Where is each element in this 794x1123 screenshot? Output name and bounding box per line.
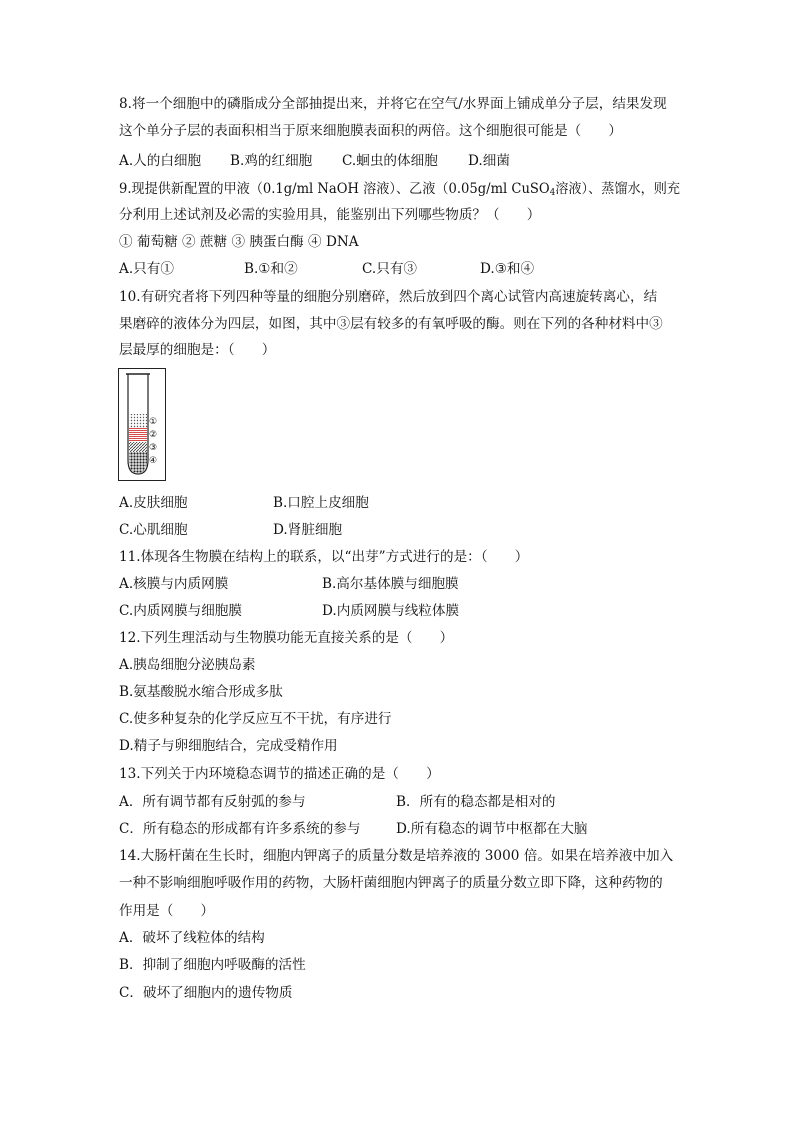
layer-3: [129, 442, 147, 452]
q9-option-c: C.只有③: [362, 261, 418, 277]
q14-option-c: C．破坏了细胞内的遗传物质: [119, 985, 293, 1001]
q14-stem-line3: 作用是（ ）: [119, 903, 215, 919]
q10-option-b: B.口腔上皮细胞: [273, 495, 369, 511]
q13-option-d: D.所有稳态的调节中枢都在大脑: [396, 821, 588, 837]
q8-option-d: D.细菌: [468, 153, 510, 169]
q8-stem-line1: 8.将一个细胞中的磷脂成分全部抽提出来，并将它在空气/水界面上铺成单分子层，结果发现: [119, 96, 667, 112]
q9-items: ① 葡萄糖 ② 蔗糖 ③ 胰蛋白酶 ④ DNA: [119, 234, 359, 250]
q12-option-c: C.使多种复杂的化学反应互不干扰，有序进行: [119, 711, 392, 727]
q13-stem: 13.下列关于内环境稳态调节的描述正确的是（ ）: [119, 766, 440, 782]
q9-stem-line1-part2: 溶液）、蒸馏水，则充: [555, 181, 681, 197]
q9-option-d: D.③和④: [480, 261, 535, 277]
layer-2: [129, 428, 147, 442]
q13-option-a: A．所有调节都有反射弧的参与: [119, 794, 306, 810]
q12-option-b: B.氨基酸脱水缩合形成多肽: [119, 684, 283, 700]
q8-option-a: A.人的白细胞: [119, 153, 202, 169]
q9-stem-line2: 分利用上述试剂及必需的实验用具，能鉴别出下列哪些物质？（ ）: [119, 207, 541, 223]
q9-option-b: B.①和②: [244, 261, 298, 277]
q13-option-c: C．所有稳态的形成都有许多系统的参与: [119, 821, 361, 837]
q11-option-c: C.内质网膜与细胞膜: [119, 603, 242, 619]
q12-option-d: D.精子与卵细胞结合，完成受精作用: [119, 738, 338, 754]
q10-option-d: D.肾脏细胞: [273, 522, 343, 538]
q9-stem-line1-part1: 9.现提供新配置的甲液（0.1g/ml NaOH 溶液）、乙液（0.05g/ml CuSO: [119, 181, 550, 197]
layer-4: [129, 452, 147, 473]
q11-option-b: B.高尔基体膜与细胞膜: [322, 576, 459, 592]
q14-stem-line1: 14.大肠杆菌在生长时，细胞内钾离子的质量分数是培养液的 3000 倍。如果在培养液中加入: [119, 848, 674, 864]
q9-option-a: A.只有①: [119, 261, 174, 277]
q12-option-a: A.胰岛细胞分泌胰岛素: [119, 657, 256, 673]
q13-option-b: B．所有的稳态都是相对的: [396, 794, 556, 810]
q14-option-a: A．破坏了线粒体的结构: [119, 930, 265, 946]
q8-stem-line2: 这个单分子层的表面积相当于原来细胞膜表面积的两倍。这个细胞很可能是（ ）: [119, 123, 622, 139]
layer-label-2: ②: [149, 430, 158, 440]
q8-option-c: C.蛔虫的体细胞: [342, 153, 438, 169]
q9-subscript: 4: [549, 188, 556, 198]
q12-stem: 12.下列生理活动与生物膜功能无直接关系的是（ ）: [119, 630, 454, 646]
q14-stem-line2: 一种不影响细胞呼吸作用的药物，大肠杆菌细胞内钾离子的质量分数立即下降，这种药物的: [119, 875, 663, 891]
q14-option-b: B．抑制了细胞内呼吸酶的活性: [119, 957, 306, 973]
centrifuge-tube-figure: [118, 368, 166, 481]
q10-stem-line2: 果磨碎的液体分为四层，如图，其中③层有较多的有氧呼吸的酶。则在下列的各种材料中③: [119, 316, 663, 332]
q8-option-b: B.鸡的红细胞: [230, 153, 313, 169]
q10-option-a: A.皮肤细胞: [119, 495, 188, 511]
q9-stem-line1: [119, 180, 680, 198]
layer-label-3: ③: [149, 443, 158, 453]
layer-label-4: ④: [149, 456, 158, 466]
q11-stem: 11.体现各生物膜在结构上的联系，以“出芽”方式进行的是：（ ）: [119, 549, 529, 565]
q11-option-a: A.核膜与内质网膜: [119, 576, 229, 592]
q10-option-c: C.心肌细胞: [119, 522, 188, 538]
q11-option-d: D.内质网膜与线粒体膜: [322, 603, 460, 619]
layer-1: [129, 414, 147, 428]
q10-stem-line3: 层最厚的细胞是：（ ）: [119, 342, 276, 358]
layer-label-1: ①: [149, 417, 158, 427]
q10-stem-line1: 10.有研究者将下列四种等量的细胞分别磨碎，然后放到四个离心试管内高速旋转离心，结: [119, 289, 658, 305]
